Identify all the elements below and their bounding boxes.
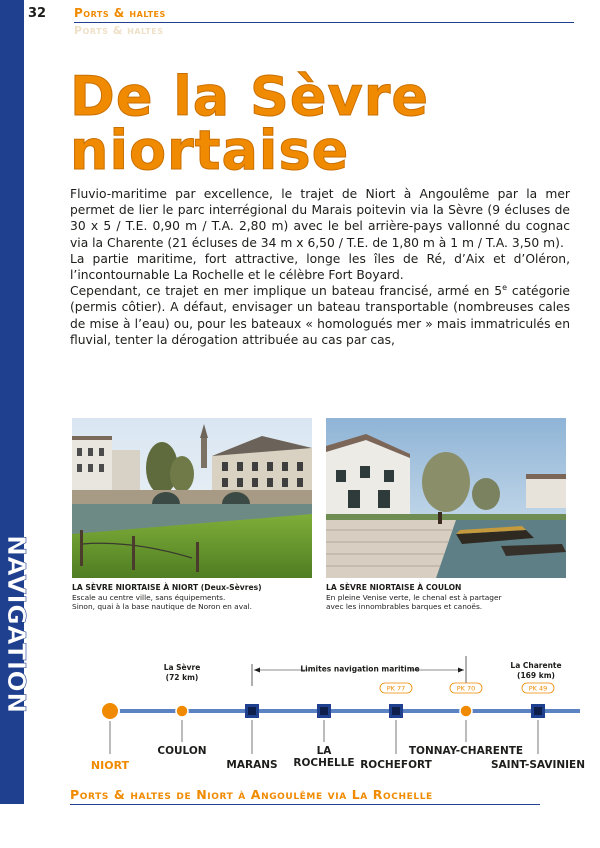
paragraph-1: Fluvio-maritime par excellence, le trajet de Niort à Angoulême par la mer permet de lier le parc interrégional du Marais poitevin via la Sèvre (9 écluses de 30 x 5 / T.E. 0,90 m / T.A. 2,80 m) avec le bel arrière-pays vallonné du cognac via la Charente (21 écluses de 34 m x 6,50 / T.E. de 1,80 m à 1 m / T.A. 3,50 m).: [70, 187, 570, 250]
stop-name-niort: NIORT: [90, 759, 130, 772]
photo-niort: [72, 418, 312, 578]
paragraph-3: [70, 283, 570, 348]
photo-niort-image: [72, 418, 312, 578]
stop-name-marans: MARANS: [226, 759, 278, 771]
sevre-label: La Sèvre: [163, 663, 201, 672]
section-label: Ports & haltes: [74, 6, 166, 20]
footer-title: Ports & haltes de Niort à Angoulême via La Rochelle: [70, 787, 433, 802]
paragraph-2: La partie maritime, fort attractive, longe les îles de Ré, d’Aix et d’Oléron, l’incontournable La Rochelle et le célèbre Fort Boyard.: [70, 251, 570, 283]
stop-marker-coulon: [176, 705, 188, 717]
photo-niort-caption: [72, 583, 317, 612]
page-title: De la Sèvre niortaise: [70, 65, 429, 182]
route-diagram: [70, 650, 586, 790]
limits-label: Limites navigation maritime: [300, 664, 420, 674]
stop-name-tonnay: TONNAY-CHARENTE: [408, 745, 524, 757]
photo-coulon-caption: [326, 583, 571, 612]
caption-coulon-line-1: En pleine Venise verte, le chenal est à partager: [326, 592, 502, 602]
stop-name-rochefort: ROCHEFORT: [360, 759, 432, 771]
ordinal-suffix: e: [502, 283, 508, 293]
article-body: [70, 186, 570, 348]
paragraph-3-end: catégorie (permis côtier). A défaut, envisager un bateau transportable (nombreuses cales de mise à l’eau) ou, pour les bateaux « homologués mer » mais immatriculés en fluvial, tenter la dérogation attribuée au cas par cas,: [70, 284, 570, 347]
stop-name-larochelle-line-2: ROCHELLE: [293, 757, 355, 769]
header-rule: [74, 22, 574, 23]
caption-niort-title: LA SÈVRE NIORTAISE À NIORT (Deux-Sèvres): [72, 583, 262, 592]
sevre-km: (72 km): [165, 673, 199, 682]
pk-label-saintsavinien: PK 49: [528, 684, 548, 693]
page-number: 32: [28, 6, 47, 21]
sidebar-navigation-label: [2, 535, 31, 805]
sidebar-label-text: NAVIGATION: [2, 535, 31, 714]
pk-label-rochefort: PK 77: [386, 684, 406, 693]
section-label-shadow: Ports & haltes: [74, 24, 164, 37]
photo-coulon-image: [326, 418, 566, 578]
charente-km: (169 km): [517, 671, 555, 680]
stop-marker-niort: [101, 702, 119, 720]
limit-arrow-left-head: [254, 668, 260, 673]
stop-name-larochelle-line-1: LA: [316, 745, 332, 757]
stop-marker-tonnay: [460, 705, 472, 717]
footer-rule: [70, 804, 540, 805]
caption-niort-line-2: Sinon, quai à la base nautique de Noron en aval.: [72, 602, 253, 611]
caption-coulon-line-2: avec les innombrables barques et canoës.: [326, 602, 483, 611]
paragraph-3-start: Cependant, ce trajet en mer implique un bateau francisé, armé en 5: [70, 284, 503, 299]
stop-name-coulon: COULON: [157, 745, 207, 757]
photo-coulon: [326, 418, 566, 578]
caption-coulon-title: LA SÈVRE NIORTAISE À COULON: [326, 583, 462, 592]
caption-niort-line-1: Escale au centre ville, sans équipements.: [72, 592, 226, 602]
pk-label-tonnay: PK 70: [456, 684, 476, 693]
stop-name-saintsavinien: SAINT-SAVINIEN: [490, 759, 586, 771]
limit-arrow-right-head: [458, 668, 464, 673]
charente-label: La Charente: [510, 661, 562, 670]
